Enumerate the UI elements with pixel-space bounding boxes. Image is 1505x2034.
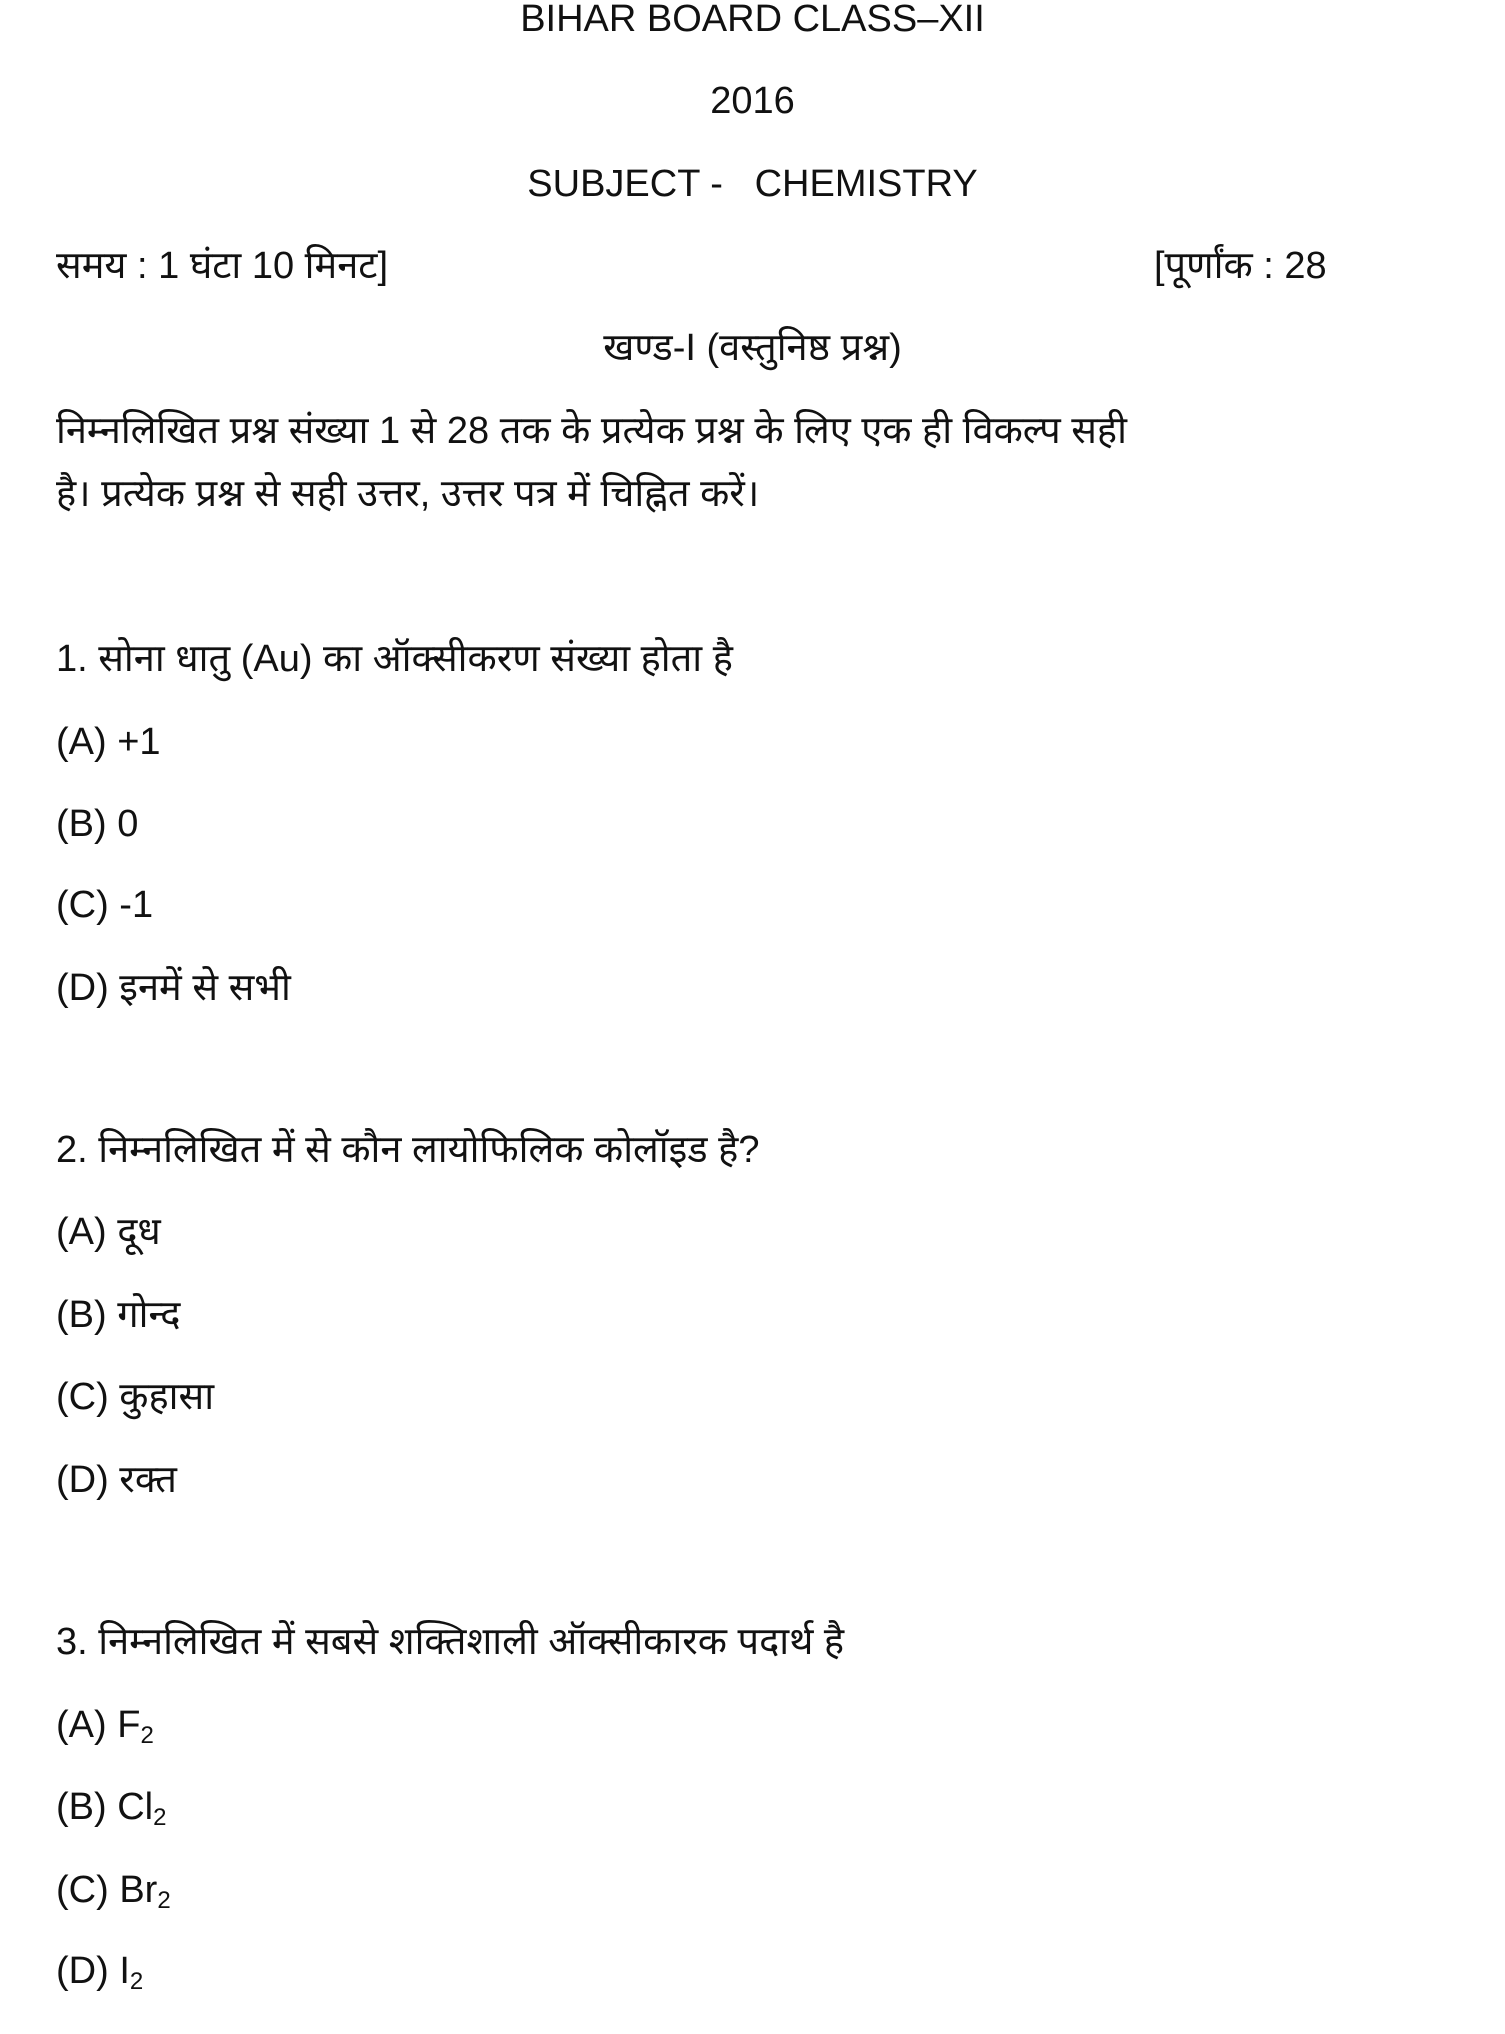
instructions-line-1: निम्नलिखित प्रश्न संख्या 1 से 28 तक के प्रत्येक प्रश्न के लिए एक ही विकल्प सही [56, 410, 1127, 452]
question-1: 1. सोना धातु (Au) का ऑक्सीकरण संख्या होता है [56, 638, 733, 680]
q2-option-d: (D) रक्त [56, 1459, 177, 1501]
subscript: 2 [129, 1968, 144, 1995]
time-allowed: समय : 1 घंटा 10 मिनट] [56, 245, 389, 287]
question-3: 3. निम्नलिखित में सबसे शक्तिशाली ऑक्सीकारक पदार्थ है [56, 1621, 845, 1663]
subscript: 2 [140, 1722, 154, 1749]
subscript: 2 [157, 1887, 171, 1914]
instructions-line-2: है। प्रत्येक प्रश्न से सही उत्तर, उत्तर पत्र में चिह्नित करें। [56, 473, 760, 515]
formula: Cl [117, 1786, 154, 1828]
question-2: 2. निम्नलिखित में से कौन लायोफिलिक कोलॉइड है? [56, 1129, 760, 1171]
q1-option-c: (C) -1 [56, 884, 154, 926]
q1-option-d: (D) इनमें से सभी [56, 967, 291, 1009]
formula: F [117, 1704, 141, 1746]
q3-option-c [56, 1867, 171, 1924]
q2-option-c: (C) कुहासा [56, 1376, 215, 1418]
q3-option-b [56, 1784, 166, 1841]
subscript: 2 [153, 1804, 167, 1831]
option-label: (B) [56, 1786, 118, 1828]
q2-option-a: (A) दूध [56, 1211, 161, 1253]
subject-title: SUBJECT - CHEMISTRY [527, 163, 978, 205]
section-heading: खण्ड-I (वस्तुनिष्ठ प्रश्न) [603, 327, 902, 369]
option-label: (D) [56, 1950, 120, 1992]
formula: I [119, 1950, 130, 1992]
option-label: (C) [56, 1869, 120, 1911]
q3-option-d [56, 1948, 143, 2005]
q3-option-a [56, 1702, 154, 1759]
q1-option-b: (B) 0 [56, 803, 139, 845]
q1-option-a: (A) +1 [56, 721, 161, 763]
option-label: (A) [56, 1704, 118, 1746]
exam-year: 2016 [710, 80, 795, 122]
q2-option-b: (B) गोन्द [56, 1294, 181, 1336]
formula: Br [119, 1869, 158, 1911]
board-title: BIHAR BOARD CLASS–XII [520, 0, 985, 40]
full-marks: [पूर्णांक : 28 [1154, 245, 1327, 287]
